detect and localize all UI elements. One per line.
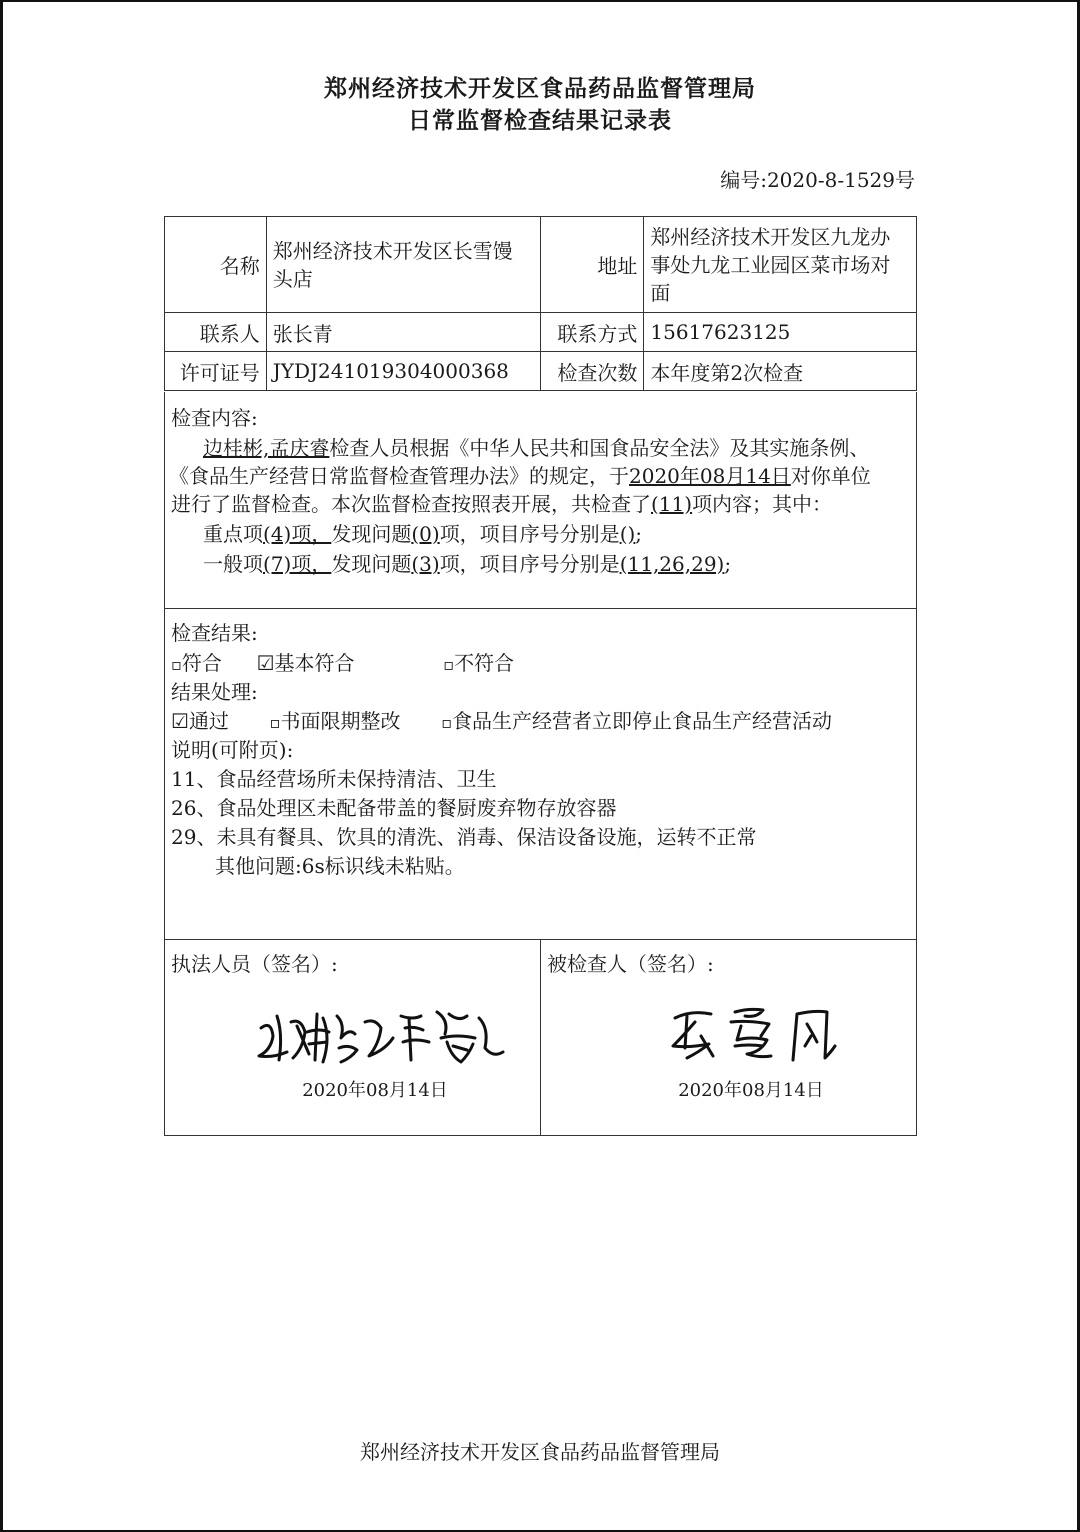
inspected-signature-image bbox=[665, 996, 855, 1076]
conform-checkbox[interactable]: ▫ bbox=[171, 655, 182, 674]
document-title-line2: 日常监督检查结果记录表 bbox=[408, 107, 672, 134]
document-title-line1: 郑州经济技术开发区食品药品监督管理局 bbox=[324, 75, 756, 102]
info-row-name bbox=[165, 217, 917, 313]
officer-signature-label: 执法人员（签名）: bbox=[171, 952, 338, 976]
officer-signature-date: 2020年08月14日 bbox=[302, 1080, 448, 1101]
pass-label: 通过 bbox=[188, 709, 229, 733]
name-value-line2: 头店 bbox=[272, 266, 313, 291]
nonconform-label: 不符合 bbox=[454, 651, 515, 675]
general-items-label: 一般项 bbox=[203, 552, 263, 576]
problem-item-26: 26、食品处理区未配备带盖的餐厨废弃物存放容器 bbox=[171, 796, 617, 820]
inspected-signature-label: 被检查人（签名）: bbox=[547, 952, 714, 976]
address-value-line1: 郑州经济技术开发区九龙办 bbox=[650, 224, 891, 249]
key-items-count: (4)项， bbox=[263, 522, 332, 546]
basic-conform-checkbox[interactable]: ☑ bbox=[256, 651, 275, 675]
general-items-count: (7)项， bbox=[263, 552, 332, 576]
address-value bbox=[644, 217, 917, 313]
stop-checkbox[interactable]: ▫ bbox=[441, 713, 453, 732]
inspector-names: 边桂彬,孟庆睿 bbox=[203, 436, 330, 460]
inspected-signature-date: 2020年08月14日 bbox=[678, 1080, 824, 1101]
pass-checkbox[interactable]: ☑ bbox=[171, 709, 189, 733]
officer-signature-image bbox=[253, 998, 513, 1078]
explain-heading: 说明(可附页): bbox=[171, 738, 294, 762]
content-text: 检查人员根据《中华人民共和国食品安全法》及其实施条例、 bbox=[329, 436, 870, 460]
problem-item-11: 11、食品经营场所未保持清洁、卫生 bbox=[171, 767, 497, 791]
inspection-result-section bbox=[164, 608, 917, 940]
key-items-line bbox=[203, 518, 642, 547]
content-text: 进行了监督检查。本次监督检查按照表开展，共检查了 bbox=[171, 492, 651, 516]
key-items-seq-label: 项，项目序号分别是 bbox=[439, 522, 620, 546]
inspection-date: 2020年08月14日 bbox=[629, 464, 791, 488]
content-text: 项内容；其中： bbox=[692, 492, 833, 516]
address-value-line2: 事处九龙工业园区菜市场对 bbox=[650, 252, 891, 277]
content-text: 《食品生产经营日常监督检查管理办法》的规定，于 bbox=[169, 464, 629, 488]
contact-label: 联系人 bbox=[165, 313, 267, 352]
signature-divider bbox=[540, 940, 541, 1136]
name-label: 名称 bbox=[165, 217, 267, 313]
name-value bbox=[266, 217, 540, 313]
other-problem: 其他问题:6s标识线未粘贴。 bbox=[215, 854, 465, 878]
key-items-seq: () bbox=[619, 522, 636, 546]
conform-label: 符合 bbox=[181, 651, 222, 675]
general-problems-count: (3) bbox=[411, 552, 440, 576]
signature-section bbox=[164, 939, 917, 1136]
result-options bbox=[171, 647, 514, 676]
key-problems-count: (0) bbox=[411, 522, 440, 546]
general-items-seq-label: 项，项目序号分别是 bbox=[439, 552, 620, 576]
inspection-content-section bbox=[164, 392, 917, 609]
general-items-seq: (11,26,29) bbox=[619, 552, 725, 576]
result-heading: 检查结果: bbox=[171, 621, 258, 645]
general-items-end: ; bbox=[724, 552, 732, 576]
problem-item-29: 29、未具有餐具、饮具的清洗、消毒、保洁设备设施，运转不正常 bbox=[171, 825, 757, 849]
rectify-checkbox[interactable]: ▫ bbox=[269, 713, 281, 732]
name-value-line1: 郑州经济技术开发区长雪馒 bbox=[272, 238, 513, 263]
info-row-contact bbox=[165, 313, 917, 352]
document-number: 编号:2020-8-1529号 bbox=[720, 168, 915, 192]
basic-conform-label: 基本符合 bbox=[274, 651, 355, 675]
contact-value: 张长青 bbox=[266, 313, 540, 352]
general-items-line bbox=[203, 548, 731, 577]
inspection-count-label: 检查次数 bbox=[540, 352, 644, 391]
phone-label: 联系方式 bbox=[540, 313, 644, 352]
rectify-label: 书面限期整改 bbox=[280, 709, 401, 733]
nonconform-checkbox[interactable]: ▫ bbox=[443, 655, 455, 674]
total-items-count: (11) bbox=[651, 492, 693, 516]
license-value: JYDJ241019304000368 bbox=[266, 352, 540, 391]
stop-label: 食品生产经营者立即停止食品生产经营活动 bbox=[452, 709, 833, 733]
info-row-license bbox=[165, 352, 917, 391]
address-label: 地址 bbox=[540, 217, 644, 313]
handling-heading: 结果处理: bbox=[171, 680, 258, 704]
info-table bbox=[164, 216, 917, 391]
content-paragraph-line3 bbox=[171, 488, 832, 517]
page-border-left bbox=[0, 0, 3, 1532]
license-label: 许可证号 bbox=[165, 352, 267, 391]
handling-options bbox=[171, 705, 832, 734]
page-border-top bbox=[0, 0, 1080, 2]
general-problems-label: 发现问题 bbox=[331, 552, 412, 576]
key-items-label: 重点项 bbox=[203, 522, 263, 546]
key-items-end: ; bbox=[635, 522, 643, 546]
content-paragraph-line1 bbox=[203, 432, 869, 461]
inspection-count-value: 本年度第2次检查 bbox=[644, 352, 917, 391]
content-text: 对你单位 bbox=[790, 464, 871, 488]
content-heading: 检查内容: bbox=[171, 406, 258, 430]
key-problems-label: 发现问题 bbox=[331, 522, 412, 546]
content-paragraph-line2 bbox=[169, 460, 871, 489]
footer-agency-name: 郑州经济技术开发区食品药品监督管理局 bbox=[360, 1440, 720, 1464]
address-value-line3: 面 bbox=[650, 280, 671, 305]
phone-value: 15617623125 bbox=[644, 313, 917, 352]
